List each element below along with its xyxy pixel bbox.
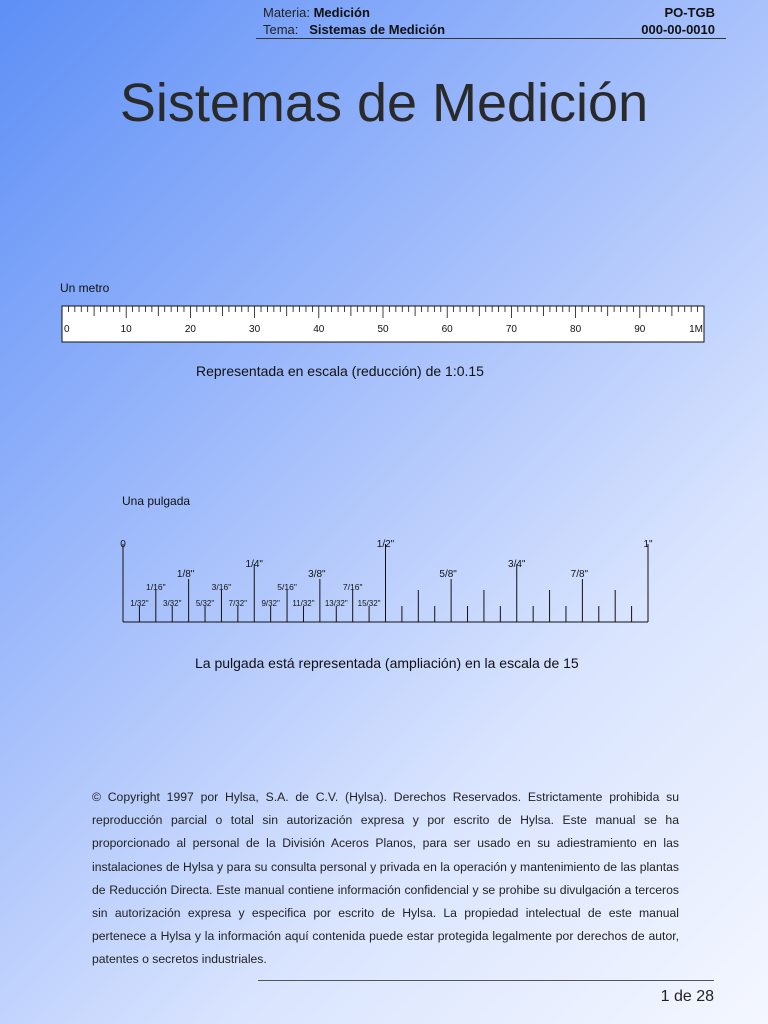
doc-code-1: PO-TGB <box>664 5 715 20</box>
metro-tick-label: 60 <box>441 324 453 335</box>
pulgada-tick-label: 0 <box>120 539 126 550</box>
copyright-notice: © Copyright 1997 por Hylsa, S.A. de C.V. (Hylsa). Derechos Reservados. Estrictamente prohibida su reproducción parcial o total sin autorización expresa y por escrito de Hylsa. Este manual se ha proporcionado al personal de la División Aceros Planos, para ser usado en su adiestramiento en las instalaciones de Hylsa y para su consulta personal y privada en la operación y mantenimiento de las plantas de Reducción Directa. Este manual contiene información confidencial y se prohibe su divulgación a terceros sin autorización expresa y especifica por escrito de Hylsa. La propiedad intelectual de este manual pertenece a Hylsa y la información aquí contenida puede estar protegida legalmente por derechos de autor, patentes o secretos industriales. <box>92 790 679 967</box>
document-header <box>263 4 715 38</box>
metro-ruler <box>0 300 768 360</box>
pulgada-tick-label: 13/32" <box>324 599 348 608</box>
metro-tick-label: 30 <box>249 324 261 335</box>
pulgada-tick-label: 1/8" <box>176 569 195 580</box>
metro-tick-label: 80 <box>570 324 582 335</box>
pulgada-tick-label: 3/4" <box>508 559 526 570</box>
pulgada-tick-label: 1/32" <box>130 599 149 608</box>
pulgada-tick-label: 5/8" <box>439 569 457 580</box>
materia-label: Materia: <box>263 5 310 20</box>
pulgada-tick-label: 1/4" <box>245 559 263 570</box>
header-divider <box>256 38 726 39</box>
pulgada-tick-label: 11/32" <box>292 599 315 608</box>
page-number: 1 de 28 <box>660 988 714 1005</box>
materia-value: Medición <box>313 5 370 20</box>
metro-caption: Representada en escala (reducción) de 1:0.15 <box>196 363 484 379</box>
page-title: Sistemas de Medición <box>119 73 649 133</box>
metro-tick-label: 1M <box>689 324 703 335</box>
pulgada-tick-label: 3/16" <box>211 582 232 592</box>
metro-tick-label: 40 <box>313 324 325 335</box>
doc-code-2: 000-00-0010 <box>641 22 715 37</box>
metro-tick-label: 50 <box>377 324 389 335</box>
pulgada-tick-label: 3/32" <box>163 599 182 608</box>
topic-line <box>263 21 445 38</box>
pulgada-ruler <box>0 530 768 630</box>
pulgada-label: Una pulgada <box>122 494 191 508</box>
tema-label: Tema: <box>263 22 299 37</box>
metro-tick-label: 70 <box>505 324 517 335</box>
pulgada-tick-label: 1/2" <box>376 539 395 550</box>
tema-value: Sistemas de Medición <box>309 22 446 37</box>
metro-label: Un metro <box>60 281 110 295</box>
pulgada-tick-label: 9/32" <box>261 599 280 608</box>
pulgada-tick-label: 1/16" <box>146 582 166 592</box>
metro-tick-label: 90 <box>634 324 646 335</box>
footer-divider <box>258 980 714 981</box>
pulgada-tick-label: 5/32" <box>195 599 215 608</box>
pulgada-tick-label: 7/16" <box>342 582 363 592</box>
pulgada-tick-label: 7/8" <box>570 569 589 580</box>
pulgada-tick-label: 5/16" <box>277 582 297 592</box>
pulgada-caption: La pulgada está representada (ampliación) en la escala de 15 <box>195 655 579 671</box>
pulgada-tick-label: 3/8" <box>308 569 326 580</box>
pulgada-tick-label: 15/32" <box>357 599 381 608</box>
metro-tick-label: 0 <box>64 324 70 335</box>
metro-tick-label: 20 <box>184 324 196 335</box>
subject-line <box>263 4 370 21</box>
pulgada-tick-label: 1" <box>643 539 653 550</box>
pulgada-tick-label: 7/32" <box>228 599 248 608</box>
metro-tick-label: 10 <box>120 324 132 335</box>
